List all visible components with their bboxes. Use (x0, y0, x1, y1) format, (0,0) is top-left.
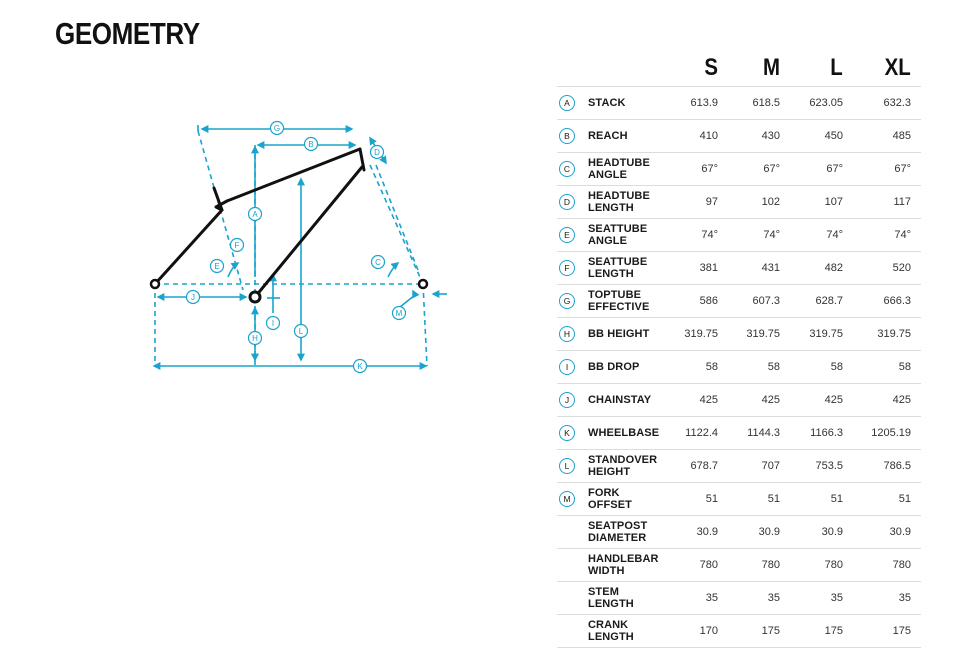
measure-badge: K (559, 425, 575, 441)
measure-value: 175 (853, 615, 921, 648)
measure-value: 58 (790, 351, 853, 384)
svg-text:A: A (252, 210, 258, 219)
measure-label: SEATTUBE ANGLE (588, 219, 662, 252)
measure-label: STEM LENGTH (588, 582, 662, 615)
measure-value: 175 (790, 615, 853, 648)
measure-value: 613.9 (662, 87, 728, 120)
measure-value: 74° (662, 219, 728, 252)
table-row (557, 516, 921, 549)
measure-value: 102 (728, 186, 790, 219)
measure-value: 780 (662, 549, 728, 582)
measure-value: 30.9 (853, 516, 921, 549)
svg-text:I: I (271, 319, 275, 328)
measure-label: STANDOVER HEIGHT (588, 450, 662, 483)
measure-badge: M (559, 491, 575, 507)
svg-text:F: F (234, 241, 240, 250)
measure-value: 319.75 (853, 318, 921, 351)
measure-label: CHAINSTAY (588, 384, 662, 417)
table-row (557, 615, 921, 648)
measure-value: 35 (662, 582, 728, 615)
measure-value: 425 (728, 384, 790, 417)
diagram-label-a (249, 208, 262, 221)
svg-text:J: J (191, 293, 195, 302)
measure-label: STACK (588, 87, 662, 120)
measure-label: BB HEIGHT (588, 318, 662, 351)
measure-value: 58 (853, 351, 921, 384)
measure-badge: D (559, 194, 575, 210)
measure-badge: I (559, 359, 575, 375)
measure-value: 117 (853, 186, 921, 219)
measure-label: REACH (588, 120, 662, 153)
arc-seat-angle (228, 263, 238, 277)
diagram-label-l (295, 325, 308, 338)
measure-value: 170 (662, 615, 728, 648)
size-header: S (704, 54, 718, 81)
measure-value: 35 (853, 582, 921, 615)
measure-value: 58 (662, 351, 728, 384)
measure-badge: F (559, 260, 575, 276)
measure-value: 485 (853, 120, 921, 153)
measure-value: 431 (728, 252, 790, 285)
measure-value: 30.9 (662, 516, 728, 549)
measure-value: 1122.4 (662, 417, 728, 450)
measure-value: 482 (790, 252, 853, 285)
measure-value: 607.3 (728, 285, 790, 318)
diagram-label-d (371, 146, 384, 159)
measure-badge: E (559, 227, 575, 243)
diagram-label-m (393, 307, 406, 320)
table-row (557, 87, 921, 120)
table-row (557, 483, 921, 516)
size-header-row (557, 44, 921, 87)
size-header: M (763, 54, 780, 81)
measure-value: 450 (790, 120, 853, 153)
measure-value: 1205.19 (853, 417, 921, 450)
diagram-label-c (372, 256, 385, 269)
measure-value: 666.3 (853, 285, 921, 318)
size-header: XL (884, 54, 911, 81)
measure-value: 30.9 (728, 516, 790, 549)
geometry-table (557, 44, 921, 648)
svg-text:B: B (308, 140, 314, 149)
measure-value: 97 (662, 186, 728, 219)
table-row (557, 417, 921, 450)
svg-text:M: M (395, 309, 403, 318)
measure-value: 74° (728, 219, 790, 252)
measure-value: 632.3 (853, 87, 921, 120)
measure-value: 175 (728, 615, 790, 648)
diagram-label-g (271, 122, 284, 135)
measure-value: 51 (728, 483, 790, 516)
measure-value: 410 (662, 120, 728, 153)
measure-value: 425 (853, 384, 921, 417)
svg-text:D: D (374, 148, 380, 157)
measure-badge: L (559, 458, 575, 474)
diagram-label-k (354, 360, 367, 373)
size-header: L (830, 54, 843, 81)
measure-label: WHEELBASE (588, 417, 662, 450)
table-row (557, 318, 921, 351)
measure-badge: H (559, 326, 575, 342)
svg-text:G: G (273, 124, 281, 133)
measure-value: 1166.3 (790, 417, 853, 450)
svg-text:L: L (298, 327, 304, 336)
table-row (557, 153, 921, 186)
measure-badge: C (559, 161, 575, 177)
measure-label: TOPTUBE EFFECTIVE (588, 285, 662, 318)
table-row (557, 219, 921, 252)
measure-value: 30.9 (790, 516, 853, 549)
diagram-label-e (211, 260, 224, 273)
arc-head-angle (388, 263, 398, 277)
bike-frame (155, 149, 364, 297)
measure-value: 319.75 (662, 318, 728, 351)
measure-value: 51 (662, 483, 728, 516)
table-row (557, 351, 921, 384)
measure-label: SEATTUBE LENGTH (588, 252, 662, 285)
measure-value: 67° (790, 153, 853, 186)
table-row (557, 384, 921, 417)
table-row (557, 120, 921, 153)
measure-label: FORK OFFSET (588, 483, 662, 516)
svg-text:C: C (375, 258, 381, 267)
measure-value: 678.7 (662, 450, 728, 483)
measure-value: 780 (728, 549, 790, 582)
measure-value: 425 (662, 384, 728, 417)
measure-label: BB DROP (588, 351, 662, 384)
diagram-label-b (305, 138, 318, 151)
measure-label: HEADTUBE LENGTH (588, 186, 662, 219)
front-axle-drop (423, 284, 427, 366)
measure-badge: J (559, 392, 575, 408)
measure-value: 35 (728, 582, 790, 615)
measure-value: 51 (790, 483, 853, 516)
measure-badge: A (559, 95, 575, 111)
measure-value: 780 (790, 549, 853, 582)
diagram-label-j (187, 291, 200, 304)
measure-value: 753.5 (790, 450, 853, 483)
measure-label: SEATPOST DIAMETER (588, 516, 662, 549)
measure-value: 623.05 (790, 87, 853, 120)
measure-value: 74° (790, 219, 853, 252)
measure-value: 319.75 (728, 318, 790, 351)
measure-value: 74° (853, 219, 921, 252)
measure-label: HANDLEBAR WIDTH (588, 549, 662, 582)
table-row (557, 549, 921, 582)
table-row (557, 582, 921, 615)
measure-value: 58 (728, 351, 790, 384)
measure-value: 35 (790, 582, 853, 615)
svg-text:H: H (252, 334, 258, 343)
measure-value: 67° (728, 153, 790, 186)
measure-value: 520 (853, 252, 921, 285)
measure-value: 586 (662, 285, 728, 318)
measure-label: CRANK LENGTH (588, 615, 662, 648)
measure-value: 430 (728, 120, 790, 153)
measure-badge: G (559, 293, 575, 309)
measure-value: 107 (790, 186, 853, 219)
measure-value: 67° (662, 153, 728, 186)
measure-badge: B (559, 128, 575, 144)
measure-value: 707 (728, 450, 790, 483)
table-row (557, 252, 921, 285)
measure-value: 381 (662, 252, 728, 285)
measure-value: 67° (853, 153, 921, 186)
page-title: GEOMETRY (55, 16, 200, 51)
diagram-label-i (267, 317, 280, 330)
rear-axle (151, 280, 159, 288)
dim-fork-offset (413, 291, 415, 295)
table-row (557, 186, 921, 219)
measure-value: 1144.3 (728, 417, 790, 450)
measure-value: 628.7 (790, 285, 853, 318)
measure-value: 786.5 (853, 450, 921, 483)
table-row (557, 285, 921, 318)
measure-value: 780 (853, 549, 921, 582)
measure-label: HEADTUBE ANGLE (588, 153, 662, 186)
diagram-label-h (249, 332, 262, 345)
svg-text:K: K (357, 362, 363, 371)
measure-value: 618.5 (728, 87, 790, 120)
measure-value: 425 (790, 384, 853, 417)
measure-value: 319.75 (790, 318, 853, 351)
table-row (557, 450, 921, 483)
front-axle (419, 280, 427, 288)
svg-text:E: E (214, 262, 220, 271)
diagram-label-f (231, 239, 244, 252)
measure-value: 51 (853, 483, 921, 516)
bottom-bracket (250, 292, 260, 302)
frame-geometry-diagram (140, 115, 460, 380)
